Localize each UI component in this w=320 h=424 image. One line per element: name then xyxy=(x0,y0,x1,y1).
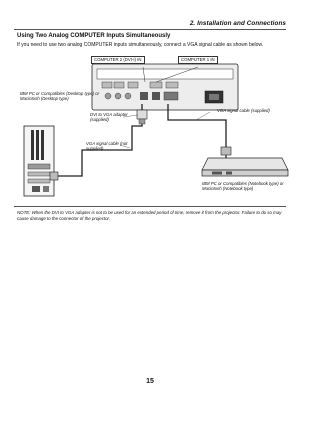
dvi-vga-adapter-icon xyxy=(137,110,147,124)
leader-lines xyxy=(120,112,210,148)
chapter-header: 2. Installation and Connections xyxy=(189,20,286,27)
note-text: NOTE: When the DVI to VGA adapter is not to be used for an extended period of time, remove it from the projector. Failure to do so may cause damage to the connector of the projector. xyxy=(17,210,282,221)
notebook-pc-label: IBM PC or Compatibles (Notebook type) or Macintosh (Notebook type) xyxy=(202,181,284,191)
port-label-computer2: COMPUTER 2 (DVI-I) IN xyxy=(91,56,145,64)
dvi-adapter-label: DVI to VGA adapter (supplied) xyxy=(90,112,128,122)
page-number: 15 xyxy=(146,378,154,385)
desktop-pc-label: IBM PC or Compatibles (Desktop type) or Macintosh (Desktop type) xyxy=(20,91,100,101)
note-rule xyxy=(14,206,286,207)
section-intro: If you need to use two analog COMPUTER inputs simultaneously, connect a VGA signal cable as shown below. xyxy=(17,42,264,48)
desktop-pc-tower xyxy=(24,126,54,196)
vga-cable-supplied-label: VGA signal cable (supplied) xyxy=(217,108,270,113)
vga-cable-not-supplied-label: VGA signal cable (not supplied) xyxy=(86,141,128,151)
section-title: Using Two Analog COMPUTER Inputs Simultaneously xyxy=(17,33,171,39)
projector-back-panel xyxy=(92,64,238,110)
notebook-pc xyxy=(202,158,288,176)
port-label-computer1: COMPUTER 1 IN xyxy=(178,56,218,64)
connection-diagram xyxy=(0,0,300,210)
